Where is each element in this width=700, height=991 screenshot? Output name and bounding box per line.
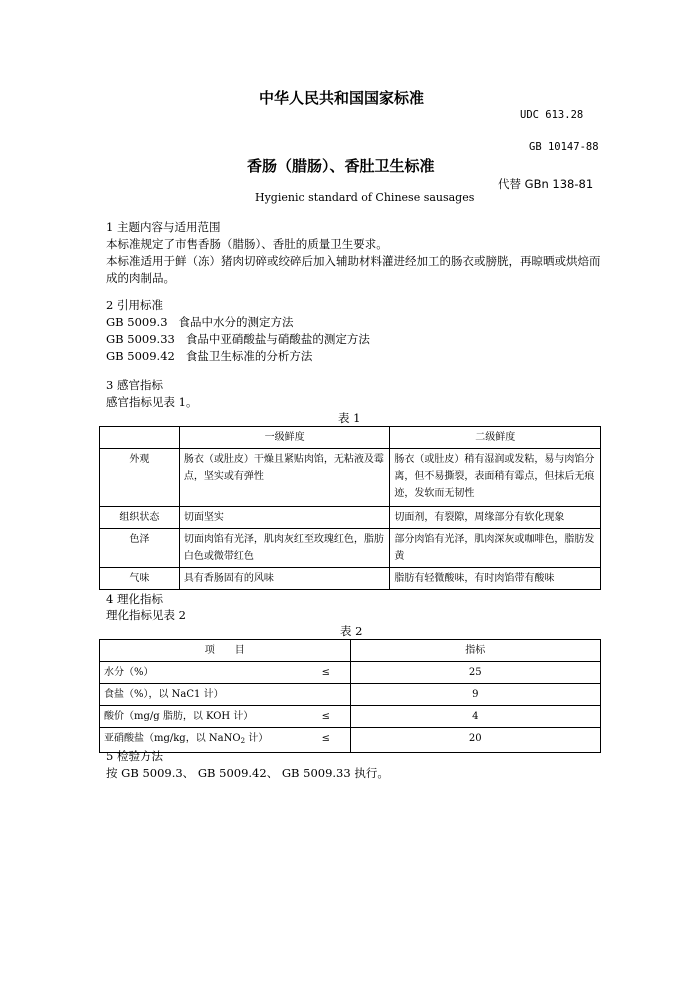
section-1-heading: 1 主题内容与适用范围: [106, 220, 221, 234]
document-title: 香肠（腊肠）、香肚卫生标准: [247, 157, 435, 175]
section-5-paragraph: 按 GB 5009.3、 GB 5009.42、 GB 5009.33 执行。: [106, 766, 389, 780]
section-3-intro: 感官指标见表 1。: [106, 395, 198, 409]
section-4-intro: 理化指标见表 2: [106, 608, 186, 622]
row-name: 组织状态: [100, 507, 180, 529]
section-1-paragraph-1: 本标准规定了市售香肠（腊肠）、香肚的质量卫生要求。: [106, 237, 388, 251]
item-cell: 食盐（%），以 NaC1 计）: [100, 684, 303, 706]
table-row: [100, 507, 601, 529]
subscript-text: 2: [240, 737, 246, 745]
reference-item: [106, 331, 370, 348]
national-standard-heading: 中华人民共和国国家标准: [259, 89, 425, 107]
grade-2-cell: 脂肪有轻微酸味，有时肉馅带有酸味: [390, 568, 601, 590]
grade-1-cell: 切面肉馅有光泽，肌肉灰红至玫瑰红色，脂肪白色或微带红色: [179, 529, 390, 568]
table-row: [100, 706, 601, 728]
section-1-paragraph-2: 本标准适用于鲜（冻）猪肉切碎或绞碎后加入辅助材料灌进经加工的肠衣或膀胱，再晾晒或烘焙而成的肉制品。: [106, 254, 601, 285]
reference-name: 食品中水分的测定方法: [178, 315, 294, 329]
udc-code: UDC 613.28: [520, 109, 584, 121]
header-cell: 指标: [350, 640, 600, 662]
reference-code: GB 5009.33: [106, 332, 175, 346]
table-header-row: [100, 427, 601, 449]
reference-code: GB 5009.3: [106, 315, 168, 329]
sensory-table: [99, 426, 601, 590]
table-row: [100, 449, 601, 507]
operator-cell: ≤: [302, 706, 350, 728]
section-4-heading: 4 理化指标: [106, 592, 163, 606]
item-text: 计）: [245, 733, 269, 744]
grade-1-cell: 肠衣（或肚皮）干燥且紧贴肉馅，无粘液及霉点，坚实或有弹性: [179, 449, 390, 507]
physicochemical-table: [99, 639, 601, 753]
reference-name: 食盐卫生标准的分析方法: [185, 349, 313, 363]
operator-cell: ≤: [302, 728, 350, 753]
grade-1-cell: 具有香肠固有的风味: [179, 568, 390, 590]
table-row: [100, 662, 601, 684]
table-row: [100, 568, 601, 590]
reference-item: [106, 314, 294, 331]
table-header-row: [100, 640, 601, 662]
row-name: 气味: [100, 568, 180, 590]
reference-name: 食品中亚硝酸盐与硝酸盐的测定方法: [185, 332, 370, 346]
value-cell: 20: [350, 728, 600, 753]
grade-2-cell: 部分肉馅有光泽，肌肉深灰或咖啡色，脂肪发黄: [390, 529, 601, 568]
english-title: Hygienic standard of Chinese sausages: [255, 191, 475, 204]
item-text: 亚硝酸盐（mg/kg，以 NaNO: [104, 733, 241, 744]
value-cell: 9: [350, 684, 600, 706]
header-cell: 二级鲜度: [390, 427, 601, 449]
section-5-heading: 5 检验方法: [106, 749, 163, 763]
header-cell: [100, 427, 180, 449]
table-row: [100, 684, 601, 706]
gb-code: GB 10147-88: [529, 141, 599, 153]
grade-2-cell: 切面剂，有裂隙，周缘部分有软化现象: [390, 507, 601, 529]
value-cell: 25: [350, 662, 600, 684]
section-3-heading: 3 感官指标: [106, 378, 163, 392]
table-2-caption: 表 2: [340, 624, 363, 638]
table-1-caption: 表 1: [338, 411, 361, 425]
grade-1-cell: 切面坚实: [179, 507, 390, 529]
grade-2-cell: 肠衣（或肚皮）稍有湿润或发粘，易与肉馅分离，但不易撕裂，表面稍有霉点，但抹后无痕迹，发软而无韧性: [390, 449, 601, 507]
table-row: [100, 728, 601, 753]
section-2-heading: 2 引用标准: [106, 298, 163, 312]
operator-cell: [302, 684, 350, 706]
row-name: 外观: [100, 449, 180, 507]
value-cell: 4: [350, 706, 600, 728]
reference-item: [106, 348, 312, 365]
header-cell: 一级鲜度: [179, 427, 390, 449]
header-cell: 项 目: [100, 640, 351, 662]
row-name: 色泽: [100, 529, 180, 568]
item-cell: 水分（%）: [100, 662, 303, 684]
replaces-note: 代替 GBn 138-81: [498, 177, 594, 191]
table-row: [100, 529, 601, 568]
item-cell: 酸价（mg/g 脂肪，以 KOH 计）: [100, 706, 303, 728]
reference-code: GB 5009.42: [106, 349, 175, 363]
operator-cell: ≤: [302, 662, 350, 684]
